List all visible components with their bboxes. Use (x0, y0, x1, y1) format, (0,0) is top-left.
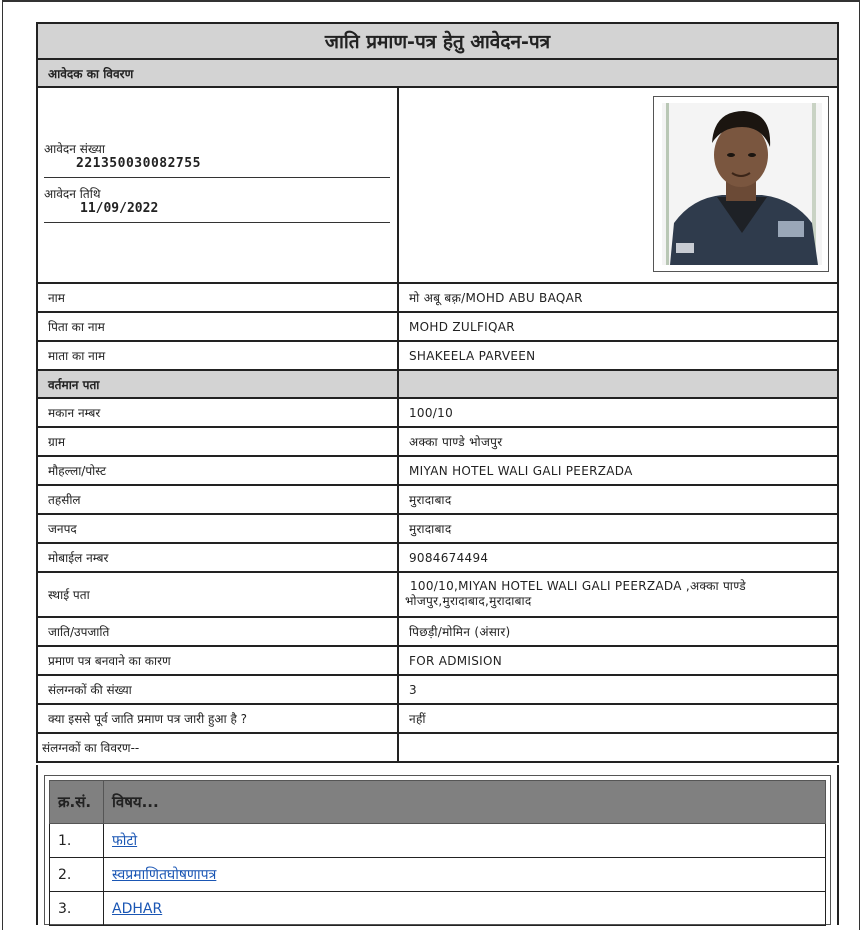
field-row-name (38, 284, 837, 313)
field-value: 100/10 (409, 405, 454, 420)
field-label: तहसील (38, 486, 399, 513)
field-row-locality (38, 457, 837, 486)
attachments-table (49, 780, 826, 926)
field-row-mobile (38, 544, 837, 573)
permanent-address-line1: 100/10,MIYAN HOTEL WALI GALI PEERZADA ,अक्का पाण्डे (410, 579, 746, 593)
section-address-blank (399, 371, 837, 397)
field-label: मोबाईल नम्बर (38, 544, 399, 571)
field-row-house-number (38, 399, 837, 428)
application-form (36, 22, 839, 763)
field-row-previous-certificate (38, 705, 837, 734)
field-label: नाम (38, 284, 399, 311)
divider (44, 222, 390, 223)
field-label: ग्राम (38, 428, 399, 455)
application-date-label: आवेदन तिथि (44, 187, 101, 201)
field-value: मो अबू बक़्र/MOHD ABU BAQAR (409, 291, 583, 305)
field-row-district (38, 515, 837, 544)
field-label: क्या इससे पूर्व जाति प्रमाण पत्र जारी हुआ है ? (38, 705, 399, 732)
applicant-id-row (38, 88, 837, 284)
field-value: मुरादाबाद (409, 522, 452, 536)
table-row (50, 858, 826, 892)
field-label: मकान नम्बर (38, 399, 399, 426)
application-info (38, 88, 399, 282)
form-title: जाति प्रमाण-पत्र हेतु आवेदन-पत्र (38, 24, 837, 60)
subject-cell (104, 892, 826, 926)
field-value: नहीं (409, 712, 426, 726)
applicant-photo (653, 96, 829, 272)
serial-number: 1. (50, 824, 104, 858)
field-value: SHAKEELA PARVEEN (409, 348, 536, 363)
field-row-attachments-label (38, 734, 837, 763)
table-row (50, 824, 826, 858)
field-row-attachment-count (38, 676, 837, 705)
field-value: 9084674494 (409, 550, 489, 565)
attachments-header-row (50, 781, 826, 824)
section-applicant-label: आवेदक का विवरण (48, 66, 134, 81)
field-row-father-name (38, 313, 837, 342)
serial-number: 2. (50, 858, 104, 892)
field-value: FOR ADMISION (409, 653, 503, 668)
field-label: प्रमाण पत्र बनवाने का कारण (38, 647, 399, 674)
application-number-label: आवेदन संख्या (44, 142, 105, 156)
field-row-mother-name (38, 342, 837, 371)
field-label: माता का नाम (38, 342, 399, 369)
attachment-link-photo[interactable]: फोटो (112, 833, 138, 849)
field-value: पिछड़ी/मोमिन (अंसार) (409, 625, 511, 639)
attachments-label-blank (399, 734, 837, 761)
field-value: मुरादाबाद (409, 493, 452, 507)
field-label: जाति/उपजाति (38, 618, 399, 645)
photo-cell (399, 88, 837, 282)
attachments-label: संलग्नकों का विवरण-- (38, 734, 399, 761)
table-row (50, 892, 826, 926)
field-row-tehsil (38, 486, 837, 515)
divider (44, 177, 390, 178)
subject-cell (104, 824, 826, 858)
section-address-header (38, 371, 837, 399)
attachment-link-self-declaration[interactable]: स्वप्रमाणितघोषणापत्र (112, 867, 217, 883)
field-value: MIYAN HOTEL WALI GALI PEERZADA (409, 463, 633, 478)
attachments-table-frame (44, 775, 831, 925)
attachments-section (36, 765, 839, 925)
field-label: जनपद (38, 515, 399, 542)
field-row-village (38, 428, 837, 457)
field-value: 3 (409, 682, 417, 697)
field-label: संलग्नकों की संख्या (38, 676, 399, 703)
permanent-address-value (399, 573, 837, 616)
field-row-reason (38, 647, 837, 676)
permanent-address-line2: भोजपुर,मुरादाबाद,मुरादाबाद (405, 594, 532, 608)
field-label: स्थाई पता (38, 573, 399, 616)
applicant-photo-image (662, 103, 822, 265)
section-applicant-header (38, 60, 837, 88)
field-row-permanent-address (38, 573, 837, 618)
field-label: पिता का नाम (38, 313, 399, 340)
field-row-caste (38, 618, 837, 647)
serial-number: 3. (50, 892, 104, 926)
subject-cell (104, 858, 826, 892)
field-label: मौहल्ला/पोस्ट (38, 457, 399, 484)
column-header-serial: क्र.सं. (50, 781, 104, 824)
application-date: 11/09/2022 (80, 201, 159, 216)
field-value: अक्का पाण्डे भोजपुर (409, 435, 503, 449)
column-header-subject: विषय... (104, 781, 826, 824)
application-number: 221350030082755 (76, 156, 201, 171)
field-value: MOHD ZULFIQAR (409, 319, 515, 334)
section-address-label: वर्तमान पता (38, 371, 399, 397)
attachment-link-aadhar[interactable]: ADHAR (112, 900, 163, 917)
